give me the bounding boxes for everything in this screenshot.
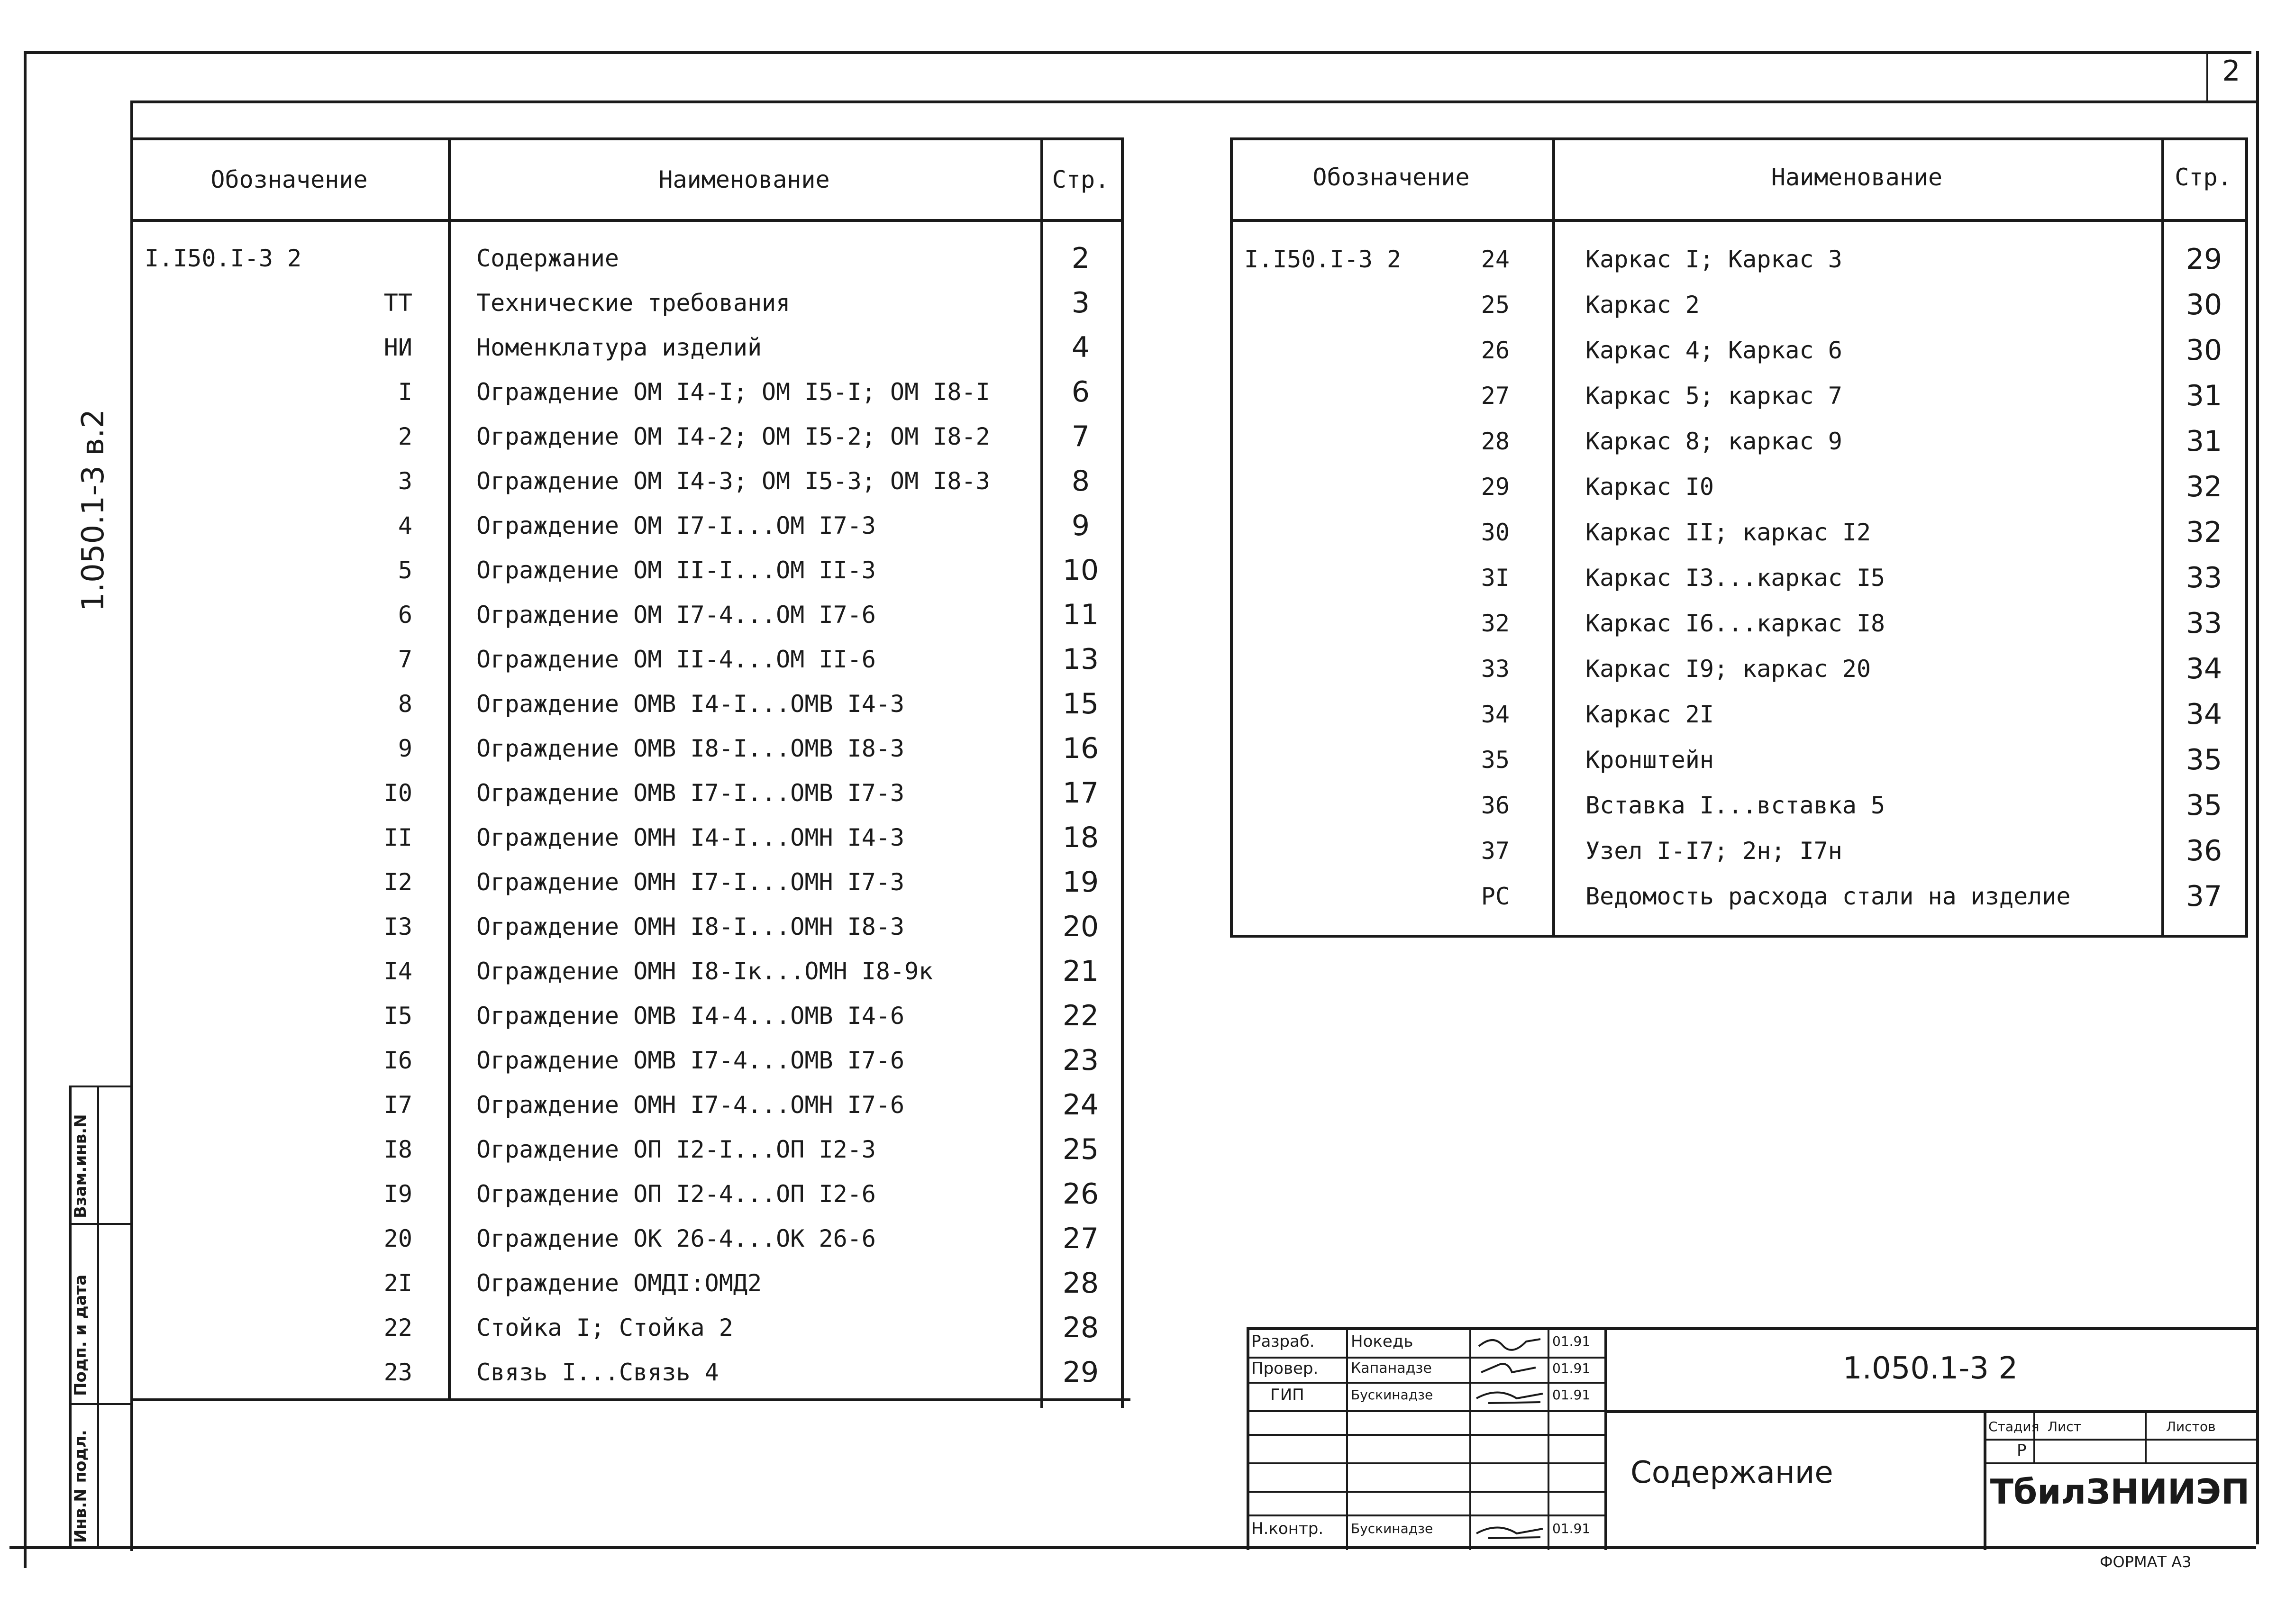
left-row-code: I4: [383, 958, 412, 985]
left-row-name: Ограждение ОМН I8-Iк...ОМН I8-9к: [476, 958, 933, 985]
tb-role-3: Н.контр.: [1251, 1519, 1324, 1538]
left-row-name: Ограждение ОМ I7-4...ОМ I7-6: [476, 601, 876, 629]
right-row-name: Каркас 5; каркас 7: [1585, 382, 1842, 410]
right-row-page: 32: [2186, 516, 2222, 549]
right-row-page: 29: [2186, 243, 2222, 276]
inner-frame-left: [130, 100, 133, 1551]
tb-person-3: Бускинадзе: [1351, 1521, 1433, 1536]
right-row-name: Каркас I0: [1585, 473, 1714, 501]
right-row-name: Каркас I6...каркас I8: [1585, 610, 1885, 637]
left-row-name: Ограждение ОП I2-I...ОП I2-3: [476, 1136, 876, 1163]
left-row-name: Ограждение ОМВ I8-I...ОМВ I8-3: [476, 735, 905, 762]
right-row-code: 26: [1481, 337, 1510, 364]
left-row-name: Ограждение ОМВ I7-4...ОМВ I7-6: [476, 1047, 905, 1074]
right-series: I.I50.I-3 2: [1244, 246, 1402, 273]
stamp-row-2: [69, 1403, 130, 1405]
right-row-name: Каркас I3...каркас I5: [1585, 564, 1885, 592]
left-row-name: Ограждение ОМН I8-I...ОМН I8-3: [476, 913, 905, 940]
left-row-code: 3: [398, 467, 412, 495]
left-row-code: 5: [398, 557, 412, 584]
left-row-page: 22: [1062, 999, 1099, 1032]
left-row-code: 22: [383, 1314, 412, 1341]
left-row-page: 24: [1062, 1088, 1099, 1122]
left-row-page: 4: [1071, 331, 1090, 364]
left-row-page: 16: [1062, 732, 1099, 765]
right-row-code: 32: [1481, 610, 1510, 637]
right-row-code: РС: [1481, 883, 1510, 910]
left-row-page: 21: [1062, 955, 1099, 988]
right-row-code: 25: [1481, 291, 1510, 319]
left-row-page: 28: [1062, 1267, 1099, 1300]
left-row-name: Ограждение ОМН I7-4...ОМН I7-6: [476, 1091, 905, 1119]
left-row-page: 20: [1062, 910, 1099, 943]
tb-role-2: ГИП: [1270, 1386, 1304, 1405]
left-row-page: 8: [1071, 465, 1090, 498]
right-row-page: 33: [2186, 561, 2222, 594]
left-row-code: I8: [383, 1136, 412, 1163]
tb-sheet-label: Лист: [2048, 1419, 2081, 1434]
left-row-name: Связь I...Связь 4: [476, 1359, 719, 1386]
left-row-code: 6: [398, 601, 412, 629]
right-row-page: 31: [2186, 425, 2222, 458]
left-row-page: 7: [1071, 420, 1090, 453]
right-row-code: 37: [1481, 837, 1510, 865]
right-row-name: Каркас I; Каркас 3: [1585, 246, 1842, 273]
tb-person-1: Капанадзе: [1351, 1360, 1432, 1377]
left-row-name: Ограждение ОМН I7-I...ОМН I7-3: [476, 868, 905, 896]
left-row-page: 6: [1071, 375, 1090, 409]
inner-frame-bottom: [9, 1546, 2256, 1549]
left-row-code: 2: [398, 423, 412, 450]
right-row-name: Кронштейн: [1585, 746, 1714, 774]
left-row-code: I9: [383, 1180, 412, 1208]
left-row-name: Стойка I; Стойка 2: [476, 1314, 733, 1341]
right-row-code: 24: [1481, 246, 1510, 273]
tb-date-3: 01.91: [1552, 1521, 1591, 1536]
right-row-code: 3I: [1481, 564, 1510, 592]
left-row-code: 8: [398, 690, 412, 718]
right-row-page: 37: [2186, 880, 2222, 913]
left-row-code: I6: [383, 1047, 412, 1074]
right-row-page: 35: [2186, 789, 2222, 822]
stamp-row-1: [69, 1223, 130, 1225]
left-row-name: Ограждение ОМ II-I...ОМ II-3: [476, 557, 876, 584]
stamp-label-replace: Взам.инв.N: [71, 1114, 90, 1218]
right-row-name: Каркас I9; каркас 20: [1585, 655, 1871, 683]
left-row-name: Ограждение ОМ II-4...ОМ II-6: [476, 646, 876, 673]
left-row-page: 3: [1071, 286, 1090, 319]
right-row-name: Каркас 8; каркас 9: [1585, 428, 1842, 455]
sheet-number: 2: [2222, 55, 2240, 88]
left-row-name: Ограждение ОМДI:ОМД2: [476, 1269, 762, 1297]
left-row-code: I2: [383, 868, 412, 896]
right-header-page: Стр.: [2175, 164, 2232, 191]
right-row-code: 33: [1481, 655, 1510, 683]
right-row-code: 30: [1481, 519, 1510, 546]
right-row-page: 35: [2186, 743, 2222, 776]
right-row-page: 31: [2186, 379, 2222, 412]
left-row-code: I3: [383, 913, 412, 940]
left-row-name: Ограждение ОМ I4-I; ОМ I5-I; ОМ I8-I: [476, 378, 990, 406]
tb-date-1: 01.91: [1552, 1360, 1591, 1376]
tb-role-0: Разраб.: [1251, 1332, 1315, 1351]
left-row-name: Ограждение ОМ I4-3; ОМ I5-3; ОМ I8-3: [476, 467, 990, 495]
tb-person-0: Нокедь: [1351, 1332, 1413, 1351]
left-row-code: 7: [398, 646, 412, 673]
right-row-code: 29: [1481, 473, 1510, 501]
tb-doc-title: Содержание: [1630, 1455, 1833, 1490]
inner-frame-top: [130, 100, 2256, 103]
right-row-name: Узел I-I7; 2н; I7н: [1585, 837, 1842, 865]
left-row-page: 19: [1062, 866, 1099, 899]
signature-marks: [1469, 1327, 1550, 1550]
right-row-page: 30: [2186, 334, 2222, 367]
left-row-page: 11: [1062, 598, 1099, 631]
right-row-code: 27: [1481, 382, 1510, 410]
left-row-page: 13: [1062, 643, 1099, 676]
tb-date-0: 01.91: [1552, 1333, 1591, 1349]
left-row-code: II: [383, 824, 412, 851]
right-row-page: 30: [2186, 288, 2222, 321]
right-row-code: 28: [1481, 428, 1510, 455]
left-row-name: Ограждение ОМ I7-I...ОМ I7-3: [476, 512, 876, 539]
left-row-name: Ограждение ОП I2-4...ОП I2-6: [476, 1180, 876, 1208]
left-row-name: Ограждение ОМ I4-2; ОМ I5-2; ОМ I8-2: [476, 423, 990, 450]
right-row-name: Вставка I...вставка 5: [1585, 792, 1885, 819]
tb-person-2: Бускинадзе: [1351, 1387, 1433, 1403]
left-row-page: 23: [1062, 1044, 1099, 1077]
right-row-name: Ведомость расхода стали на изделие: [1585, 883, 2071, 910]
left-row-name: Ограждение ОК 26-4...ОК 26-6: [476, 1225, 876, 1252]
right-row-page: 36: [2186, 834, 2222, 867]
left-row-name: Ограждение ОМВ I4-I...ОМВ I4-3: [476, 690, 905, 718]
right-row-page: 33: [2186, 607, 2222, 640]
left-row-page: 2: [1071, 242, 1090, 275]
left-row-code: I7: [383, 1091, 412, 1119]
left-row-page: 17: [1062, 776, 1099, 810]
outer-frame-top: [24, 51, 2251, 54]
outer-frame-right: [2256, 51, 2259, 1544]
right-row-name: Каркас 2I: [1585, 701, 1714, 728]
left-row-name: Содержание: [476, 245, 619, 272]
left-row-page: 9: [1071, 509, 1090, 542]
left-row-code: 20: [383, 1225, 412, 1252]
left-row-code: I5: [383, 1002, 412, 1030]
right-row-code: 36: [1481, 792, 1510, 819]
left-row-name: Ограждение ОМН I4-I...ОМН I4-3: [476, 824, 905, 851]
left-row-code: 4: [398, 512, 412, 539]
left-row-code: 23: [383, 1359, 412, 1386]
left-row-page: 28: [1062, 1311, 1099, 1344]
tb-format: ФОРМАТ А3: [2100, 1553, 2192, 1571]
stamp-divider: [97, 1086, 99, 1548]
right-row-code: 34: [1481, 701, 1510, 728]
left-row-name: Ограждение ОМВ I4-4...ОМВ I4-6: [476, 1002, 905, 1030]
left-row-code: I0: [383, 779, 412, 807]
outer-frame-left: [24, 51, 27, 1568]
left-header-page: Стр.: [1052, 166, 1110, 193]
stamp-label-sign: Подп. и дата: [71, 1274, 90, 1396]
left-row-code: 9: [398, 735, 412, 762]
left-row-name: Ограждение ОМВ I7-I...ОМВ I7-3: [476, 779, 905, 807]
tb-stage-value: Р: [2017, 1441, 2027, 1460]
tb-role-1: Провер.: [1251, 1359, 1319, 1378]
right-row-page: 32: [2186, 470, 2222, 503]
left-row-page: 15: [1062, 687, 1099, 721]
right-row-name: Каркас 2: [1585, 291, 1700, 319]
stamp-label-inv: Инв.N подл.: [71, 1430, 90, 1543]
left-header-designation: Обозначение: [210, 166, 368, 193]
left-series: I.I50.I-3 2: [145, 245, 302, 272]
left-row-code: ТТ: [383, 289, 412, 317]
tb-organization: ТбилЗНИИЭП: [1990, 1472, 2250, 1512]
left-row-code: НИ: [383, 334, 412, 361]
right-row-page: 34: [2186, 698, 2222, 731]
left-row-page: 10: [1062, 554, 1099, 587]
sidebar-code: 1.050.1-3 в.2: [76, 409, 111, 611]
left-row-page: 25: [1062, 1133, 1099, 1166]
left-row-name: Номенклатура изделий: [476, 334, 762, 361]
tb-sheets-label: Листов: [2166, 1419, 2216, 1434]
tb-doc-code: 1.050.1-3 2: [1842, 1351, 2018, 1386]
left-row-code: 2I: [383, 1269, 412, 1297]
right-row-name: Каркас II; каркас I2: [1585, 519, 1871, 546]
right-header-name: Наименование: [1771, 164, 1943, 191]
tb-stage-label: Стадия: [1988, 1419, 2040, 1434]
right-row-name: Каркас 4; Каркас 6: [1585, 337, 1842, 364]
left-header-name: Наименование: [658, 166, 830, 193]
left-row-page: 29: [1062, 1356, 1099, 1389]
left-row-page: 18: [1062, 821, 1099, 854]
tb-date-2: 01.91: [1552, 1387, 1591, 1403]
left-row-code: I: [398, 378, 412, 406]
stamp-top: [69, 1086, 130, 1087]
left-row-name: Технические требования: [476, 289, 791, 317]
left-row-page: 26: [1062, 1177, 1099, 1211]
right-row-code: 35: [1481, 746, 1510, 774]
left-row-page: 27: [1062, 1222, 1099, 1255]
right-header-designation: Обозначение: [1312, 164, 1470, 191]
right-row-page: 34: [2186, 652, 2222, 685]
